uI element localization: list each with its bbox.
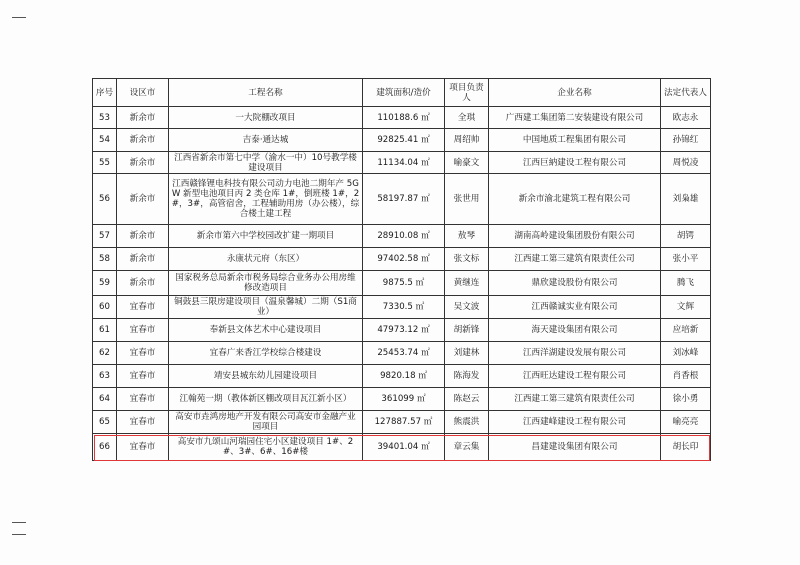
cell-project: 一大院棚改项目 xyxy=(169,107,363,129)
cell-project: 高安市九颂山河瑞园住宅小区建设项目 1#、2#、3#、6#、16#楼 xyxy=(169,434,363,461)
cell-project: 奉新县文体艺术中心建设项目 xyxy=(169,319,363,342)
cell-city: 新余市 xyxy=(117,129,169,152)
cell-legal: 肖香根 xyxy=(661,365,711,388)
cell-city: 宜春市 xyxy=(117,365,169,388)
cell-project: 新余市第六中学校园改扩建一期项目 xyxy=(169,225,363,248)
cell-city: 宜春市 xyxy=(117,319,169,342)
header-no: 序号 xyxy=(93,79,117,107)
cell-legal: 周悦凌 xyxy=(661,152,711,174)
cell-manager: 黄继连 xyxy=(445,271,489,296)
cell-company: 江西建工第三建筑有限责任公司 xyxy=(489,248,661,271)
cell-manager: 熊震洪 xyxy=(445,411,489,434)
cell-company: 江西洋湖建设发展有限公司 xyxy=(489,342,661,365)
cell-project: 铜鼓县三限房建设项目（温泉馨城）二期（S1商业） xyxy=(169,296,363,319)
cell-city: 宜春市 xyxy=(117,342,169,365)
cell-area: 9820.18 ㎡ xyxy=(363,365,445,388)
cell-manager: 章云集 xyxy=(445,434,489,461)
cell-manager: 陈赵云 xyxy=(445,388,489,411)
table-row xyxy=(93,365,711,388)
project-table xyxy=(92,78,711,461)
cell-area: 97402.58 ㎡ xyxy=(363,248,445,271)
table-row-highlighted xyxy=(93,434,711,461)
cell-manager: 张世用 xyxy=(445,174,489,225)
cell-city: 新余市 xyxy=(117,107,169,129)
cell-city: 宜春市 xyxy=(117,296,169,319)
cell-project: 靖安县城东幼儿园建设项目 xyxy=(169,365,363,388)
table-row xyxy=(93,152,711,174)
cell-no: 55 xyxy=(93,152,117,174)
cell-area: 361099 ㎡ xyxy=(363,388,445,411)
cell-project: 永康状元府（东区） xyxy=(169,248,363,271)
cell-no: 59 xyxy=(93,271,117,296)
header-area: 建筑面积/造价 xyxy=(363,79,445,107)
cell-no: 65 xyxy=(93,411,117,434)
cell-city: 宜春市 xyxy=(117,411,169,434)
cell-company: 鼎欣建设股份有限公司 xyxy=(489,271,661,296)
cell-company: 昌建建设集团有限公司 xyxy=(489,434,661,461)
cell-manager: 刘建林 xyxy=(445,342,489,365)
cell-manager: 喻豪文 xyxy=(445,152,489,174)
margin-mark xyxy=(12,534,26,535)
table-row xyxy=(93,319,711,342)
cell-city: 新余市 xyxy=(117,271,169,296)
cell-project: 江翰苑一期（教体新区棚改项目瓦江新小区） xyxy=(169,388,363,411)
cell-manager: 敖琴 xyxy=(445,225,489,248)
cell-company: 江西赣诚实业有限公司 xyxy=(489,296,661,319)
cell-legal: 文辉 xyxy=(661,296,711,319)
header-city: 设区市 xyxy=(117,79,169,107)
cell-area: 47973.12 ㎡ xyxy=(363,319,445,342)
cell-manager: 周绍帅 xyxy=(445,129,489,152)
cell-area: 25453.74 ㎡ xyxy=(363,342,445,365)
cell-city: 宜春市 xyxy=(117,388,169,411)
cell-area: 92825.41 ㎡ xyxy=(363,129,445,152)
cell-no: 53 xyxy=(93,107,117,129)
cell-company: 江西建工第三建筑有限责任公司 xyxy=(489,388,661,411)
table-row xyxy=(93,174,711,225)
cell-no: 62 xyxy=(93,342,117,365)
cell-legal: 徐小勇 xyxy=(661,388,711,411)
cell-no: 60 xyxy=(93,296,117,319)
cell-manager: 吴文波 xyxy=(445,296,489,319)
cell-legal: 腾飞 xyxy=(661,271,711,296)
cell-project: 国家税务总局新余市税务局综合业务办公用房维修改造项目 xyxy=(169,271,363,296)
cell-area: 7330.5 ㎡ xyxy=(363,296,445,319)
cell-project: 吉泰·通达城 xyxy=(169,129,363,152)
cell-city: 宜春市 xyxy=(117,434,169,461)
cell-area: 58197.87 ㎡ xyxy=(363,174,445,225)
cell-company: 江西建峰建设工程有限公司 xyxy=(489,411,661,434)
cell-legal: 应培新 xyxy=(661,319,711,342)
table-row xyxy=(93,388,711,411)
margin-mark xyxy=(12,17,26,18)
cell-project: 江西省新余市第七中学（渝水一中）10号教学楼建设项目 xyxy=(169,152,363,174)
cell-area: 127887.57 ㎡ xyxy=(363,411,445,434)
cell-legal: 喻亮亮 xyxy=(661,411,711,434)
cell-company: 广西建工集团第二安装建设有限公司 xyxy=(489,107,661,129)
cell-legal: 胡长印 xyxy=(661,434,711,461)
table-row xyxy=(93,248,711,271)
cell-manager: 胡新锋 xyxy=(445,319,489,342)
cell-area: 110188.6 ㎡ xyxy=(363,107,445,129)
cell-company: 新余市渝北建筑工程有限公司 xyxy=(489,174,661,225)
cell-city: 新余市 xyxy=(117,225,169,248)
cell-area: 9875.5 ㎡ xyxy=(363,271,445,296)
cell-project: 高安市垚鸿房地产开发有限公司高安市金融产业园项目 xyxy=(169,411,363,434)
cell-project: 江西赣锋锂电科技有限公司动力电池二期年产 5GW 新型电池项目丙 2 类仓库 1#，倒班楼 1#，2#，3#，高管宿舍，工程辅助用房（办公楼），综合楼土建工程 xyxy=(169,174,363,225)
table-row xyxy=(93,129,711,152)
cell-manager: 陈海发 xyxy=(445,365,489,388)
cell-no: 63 xyxy=(93,365,117,388)
cell-legal: 刘枭雄 xyxy=(661,174,711,225)
cell-manager: 全琪 xyxy=(445,107,489,129)
table-row xyxy=(93,342,711,365)
cell-company: 江西巨納建设工程有限公司 xyxy=(489,152,661,174)
table-row xyxy=(93,271,711,296)
cell-no: 66 xyxy=(93,434,117,461)
cell-project: 宜春广来香江学校综合楼建设 xyxy=(169,342,363,365)
table-row xyxy=(93,225,711,248)
cell-area: 28910.08 ㎡ xyxy=(363,225,445,248)
cell-company: 湖南高岭建设集团股份有限公司 xyxy=(489,225,661,248)
cell-legal: 胡锷 xyxy=(661,225,711,248)
header-manager: 项目负责人 xyxy=(445,79,489,107)
cell-no: 61 xyxy=(93,319,117,342)
cell-company: 江西旺达建设工程有限公司 xyxy=(489,365,661,388)
table-row xyxy=(93,107,711,129)
cell-company: 中国地质工程集团有限公司 xyxy=(489,129,661,152)
cell-area: 11134.04 ㎡ xyxy=(363,152,445,174)
cell-no: 57 xyxy=(93,225,117,248)
cell-area: 39401.04 ㎡ xyxy=(363,434,445,461)
cell-city: 新余市 xyxy=(117,152,169,174)
cell-no: 54 xyxy=(93,129,117,152)
header-project: 工程名称 xyxy=(169,79,363,107)
cell-no: 64 xyxy=(93,388,117,411)
cell-manager: 张文标 xyxy=(445,248,489,271)
table-row xyxy=(93,411,711,434)
table-header-row xyxy=(93,79,711,107)
cell-legal: 刘冰峰 xyxy=(661,342,711,365)
header-legal: 法定代表人 xyxy=(661,79,711,107)
cell-city: 新余市 xyxy=(117,174,169,225)
cell-legal: 孙锦红 xyxy=(661,129,711,152)
cell-legal: 张小平 xyxy=(661,248,711,271)
header-company: 企业名称 xyxy=(489,79,661,107)
cell-legal: 欧志永 xyxy=(661,107,711,129)
margin-mark xyxy=(12,522,26,523)
cell-city: 新余市 xyxy=(117,248,169,271)
cell-no: 56 xyxy=(93,174,117,225)
table-row xyxy=(93,296,711,319)
cell-no: 58 xyxy=(93,248,117,271)
cell-company: 海天建设集团有限公司 xyxy=(489,319,661,342)
